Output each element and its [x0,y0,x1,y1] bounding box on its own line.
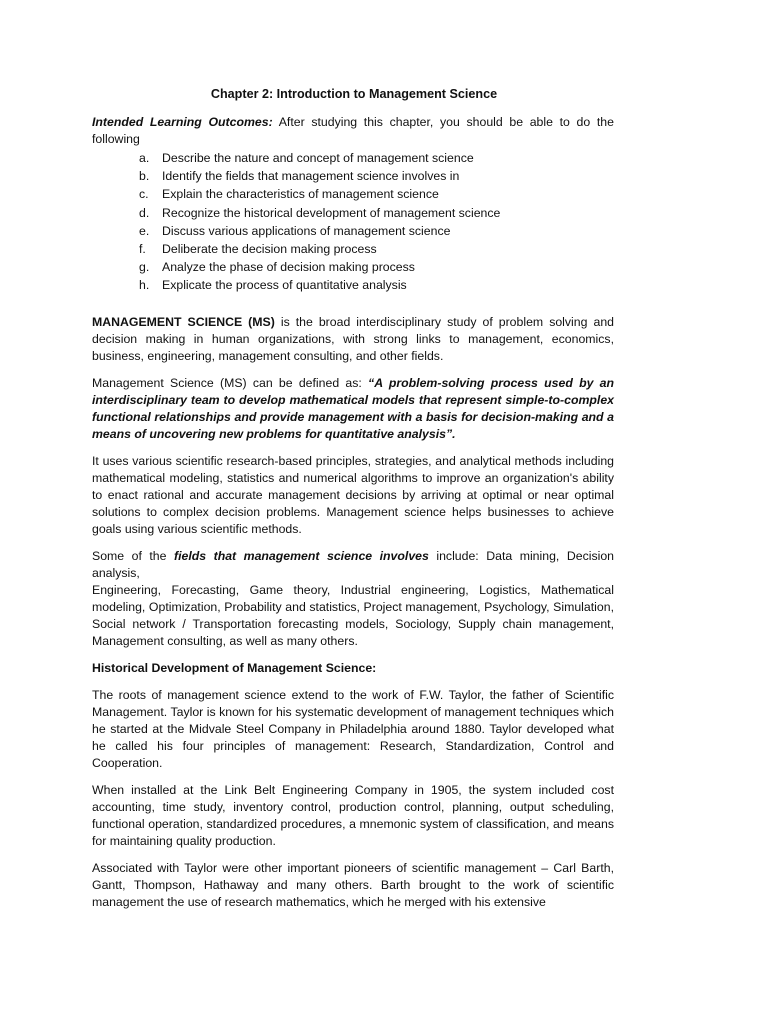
ms-intro-paragraph [92,314,614,365]
list-marker: c. [139,187,149,202]
list-item-text: Discuss various applications of management science [162,223,451,238]
page-title: Chapter 2: Introduction to Management Science [210,87,498,101]
list-item [92,185,614,203]
list-marker: b. [139,169,150,184]
ms-intro-text: is the broad interdisciplinary study of problem solving and decision making in human organizations, with strong links to management, economics, business, engineering, management consulting, and other fields. [92,314,614,363]
list-item [92,167,614,185]
list-item-text: Analyze the phase of decision making process [162,260,415,275]
list-marker: f. [139,241,146,256]
learning-outcomes-list [92,149,614,295]
ms-definition-quote: “A problem-solving process used by an interdisciplinary team to develop mathematical models that represent simple-to-complex functional relationships and provide management with a basis for decision-making and a means of uncovering new problems for quantitative analysis”. [92,375,614,441]
list-item [92,240,614,258]
learning-outcomes-text: After studying this chapter, you should be able to do the following [92,115,614,146]
list-item-text: Describe the nature and concept of management science [162,151,474,165]
list-item-text: Explicate the process of quantitative analysis [162,278,407,293]
list-item-text: Explain the characteristics of management science [162,187,439,202]
list-item [92,204,614,222]
list-marker: e. [139,223,150,238]
ms-definition-paragraph [92,375,614,443]
document-page [92,86,614,911]
list-item-text: Identify the fields that management science involves in [162,169,460,184]
learning-outcomes-intro [92,114,614,148]
list-item [92,149,614,167]
history-paragraph-1: The roots of management science extend to the work of F.W. Taylor, the father of Scientific Management. Taylor is known for his systematic development of management techniques which he started at the Midvale Steel Company in Philadelphia around 1880. Taylor developed what he called his four principles of management: Research, Standardization, Control and Cooperation. [92,687,614,770]
historical-heading: Historical Development of Management Science: [92,660,377,675]
list-item [92,276,614,294]
fields-emphasis: fields that management science involves [173,548,429,563]
list-marker: d. [139,205,150,220]
list-item-text: Recognize the historical development of management science [162,205,501,220]
history-paragraph-2: When installed at the Link Belt Engineering Company in 1905, the system included cost accounting, time study, inventory control, production control, planning, output scheduling, functional operation, standardized procedures, a mnemonic system of classification, and means for maintaining quality production. [92,782,614,848]
list-marker: g. [139,260,150,275]
fields-line1-rest: include: Data mining, Decision analysis, [92,548,615,580]
list-marker: h. [139,278,150,293]
ms-term: MANAGEMENT SCIENCE (MS) [92,314,275,329]
fields-lead: Some of the [92,548,174,563]
learning-outcomes-label: Intended Learning Outcomes: [92,115,273,129]
list-item-text: Deliberate the decision making process [162,241,377,256]
methods-paragraph: It uses various scientific research-based principles, strategies, and analytical methods including mathematical modeling, statistics and numerical algorithms to improve an organization's ability to enact rational and accurate management decisions by arriving at optimal or near optimal solutions to complex decision problems. Management science helps businesses to achieve goals using various scientific methods. [92,453,614,536]
list-item [92,222,614,240]
fields-paragraph [92,548,614,582]
list-marker: a. [139,151,150,165]
ms-definition-lead: Management Science (MS) can be defined as: [92,375,369,390]
fields-list-paragraph: Engineering, Forecasting, Game theory, Industrial engineering, Logistics, Mathematical modeling, Optimization, Probability and statistics, Project management, Psychology, Simulation, Social network / Transportation forecasting models, Sociology, Supply chain management, Management consulting, as well as many others. [92,582,614,648]
list-item [92,258,614,276]
history-paragraph-3: Associated with Taylor were other important pioneers of scientific management – Carl Barth, Gantt, Thompson, Hathaway and many others. Barth brought to the work of scientific management the use of research mathematics, which he merged with his extensive [92,860,614,909]
